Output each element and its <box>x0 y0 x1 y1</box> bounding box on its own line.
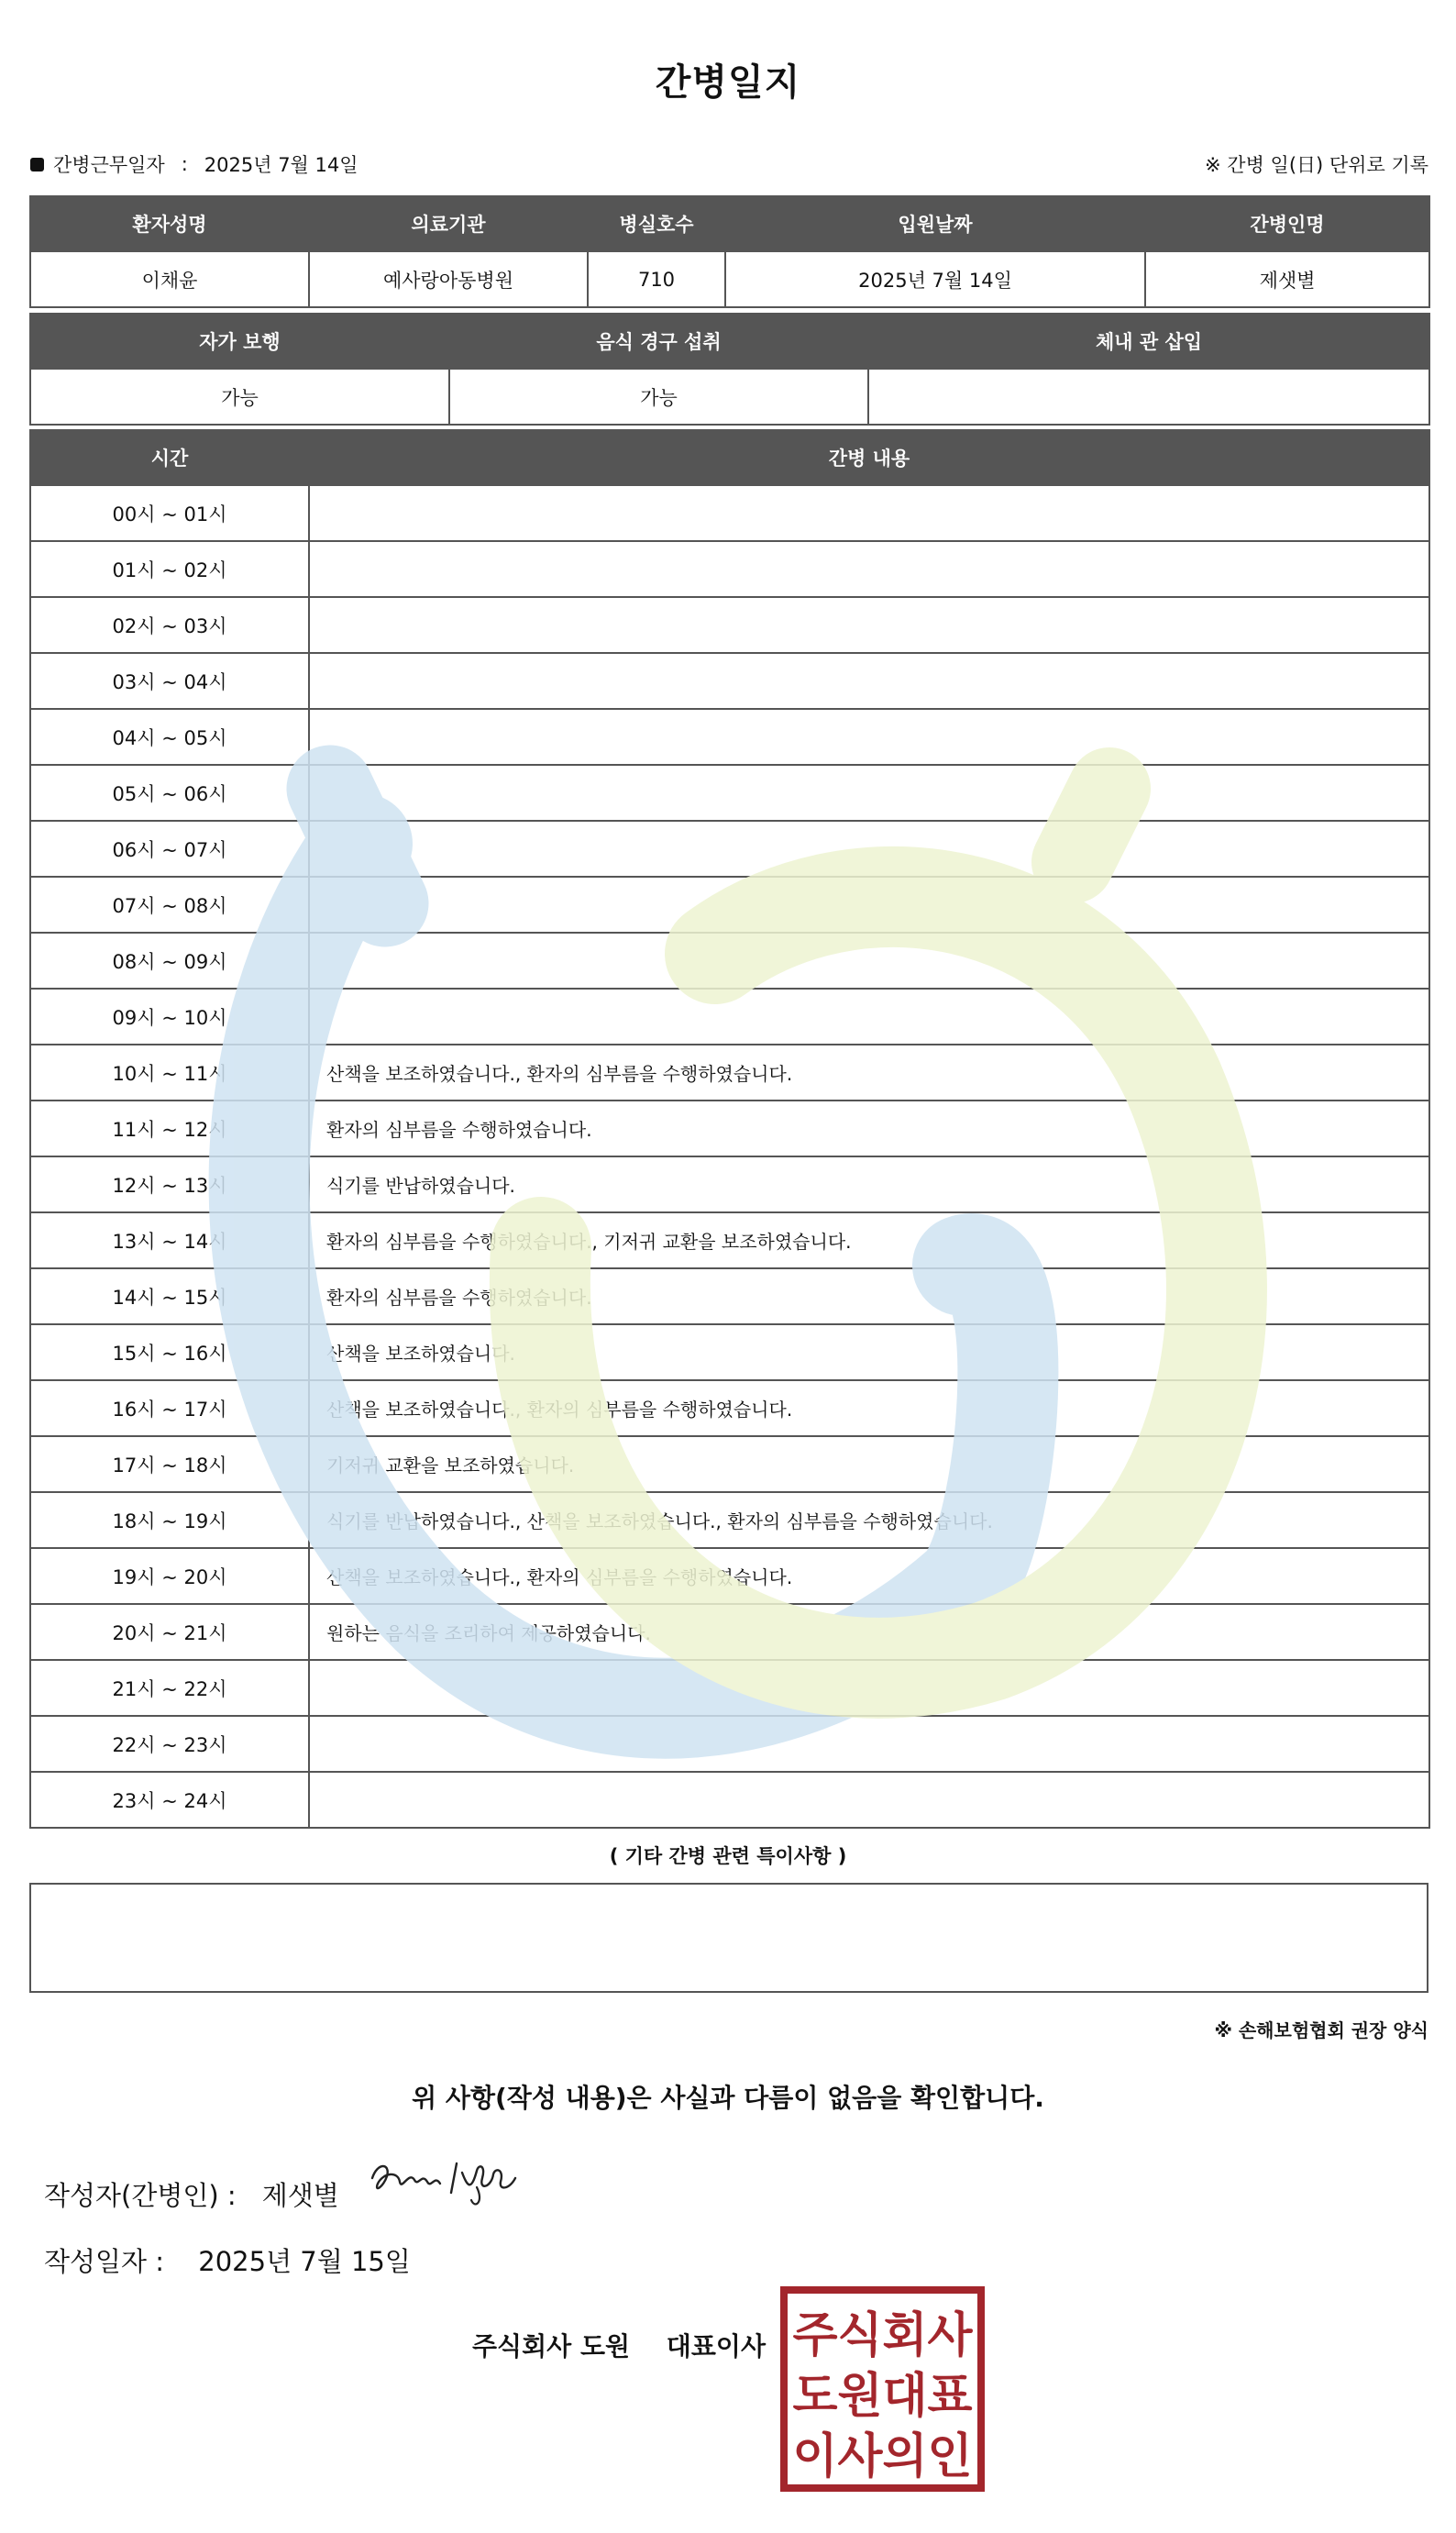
care-log-content: 원하는 음식을 조리하여 제공하였습니다. <box>309 1604 1429 1660</box>
header-room-number: 병실호수 <box>588 196 725 251</box>
form-source-note: ※ 손해보험협회 권장 양식 <box>1214 2019 1428 2041</box>
care-log-row <box>30 1156 1429 1212</box>
care-log-row <box>30 1324 1429 1380</box>
care-log-time: 05시 ~ 06시 <box>30 765 309 821</box>
company-name: 주식회사 도원 <box>472 2331 631 2362</box>
care-log-time: 00시 ~ 01시 <box>30 485 309 541</box>
work-date-label: 간병근무일자 <box>53 154 165 176</box>
written-date-line <box>44 2241 411 2279</box>
care-log-header-row <box>30 430 1429 485</box>
care-log-row <box>30 989 1429 1045</box>
company-seal-stamp <box>779 2285 986 2493</box>
care-log-table <box>29 429 1430 1829</box>
header-caregiver-name: 간병인명 <box>1145 196 1429 251</box>
care-log-time: 02시 ~ 03시 <box>30 597 309 653</box>
patient-info-value-row <box>30 251 1429 307</box>
care-log-row <box>30 1604 1429 1660</box>
special-notes-box <box>29 1883 1428 1993</box>
care-log-content: 환자의 심부름을 수행하였습니다. <box>309 1268 1429 1324</box>
header-admission-date: 입원날짜 <box>725 196 1145 251</box>
care-log-row <box>30 1436 1429 1492</box>
care-log-row <box>30 1492 1429 1548</box>
special-notes-title: ( 기타 간병 관련 특이사항 ) <box>609 1845 847 1867</box>
header-tube-insertion: 체내 관 삽입 <box>868 314 1429 369</box>
care-log-content: 산책을 보조하였습니다., 환자의 심부름을 수행하였습니다. <box>309 1380 1429 1436</box>
written-date-label: 작성일자 : <box>44 2246 165 2277</box>
care-log-content: 기저귀 교환을 보조하였습니다. <box>309 1436 1429 1492</box>
company-line <box>472 2327 766 2363</box>
handwritten-signature <box>367 2151 532 2215</box>
care-log-content <box>309 1660 1429 1716</box>
tube-insertion-value <box>868 369 1429 425</box>
patient-name: 이채윤 <box>30 251 309 307</box>
header-patient-name: 환자성명 <box>30 196 309 251</box>
care-log-row <box>30 709 1429 765</box>
care-log-time: 14시 ~ 15시 <box>30 1268 309 1324</box>
care-log-content: 식기를 반납하였습니다. <box>309 1156 1429 1212</box>
care-log-time: 06시 ~ 07시 <box>30 821 309 877</box>
hospital-name: 예사랑아동병원 <box>309 251 588 307</box>
square-bullet-icon <box>30 158 44 171</box>
page-title: 간병일지 <box>655 61 801 104</box>
header-self-walking: 자가 보행 <box>30 314 449 369</box>
care-log-content <box>309 597 1429 653</box>
care-log-row <box>30 1045 1429 1101</box>
care-log-time: 15시 ~ 16시 <box>30 1324 309 1380</box>
seal-text-line: 도원대표 <box>792 2369 973 2424</box>
care-log-time: 17시 ~ 18시 <box>30 1436 309 1492</box>
care-log-row <box>30 1548 1429 1604</box>
care-log-time: 11시 ~ 12시 <box>30 1101 309 1156</box>
care-log-content <box>309 765 1429 821</box>
care-log-content: 산책을 보조하였습니다., 환자의 심부름을 수행하였습니다. <box>309 1548 1429 1604</box>
care-log-content <box>309 653 1429 709</box>
header-time: 시간 <box>30 430 309 485</box>
room-number: 710 <box>588 251 725 307</box>
care-log-time: 13시 ~ 14시 <box>30 1212 309 1268</box>
seal-text-line: 이사의인 <box>792 2429 973 2484</box>
care-log-content <box>309 709 1429 765</box>
work-date-line <box>30 150 358 178</box>
care-log-content <box>309 933 1429 989</box>
header-hospital: 의료기관 <box>309 196 588 251</box>
writer-label: 작성자(간병인) : <box>44 2180 237 2211</box>
care-log-row <box>30 541 1429 597</box>
care-log-time: 20시 ~ 21시 <box>30 1604 309 1660</box>
care-log-row <box>30 821 1429 877</box>
care-log-time: 03시 ~ 04시 <box>30 653 309 709</box>
patient-info-table <box>29 195 1430 308</box>
work-date-separator: : <box>181 153 188 175</box>
confirmation-statement: 위 사항(작성 내용)은 사실과 다름이 없음을 확인합니다. <box>412 2083 1044 2113</box>
writer-name: 제샛별 <box>261 2180 339 2211</box>
writer-line <box>44 2175 339 2213</box>
seal-text-line: 주식회사 <box>792 2308 974 2363</box>
care-log-content <box>309 541 1429 597</box>
care-log-content <box>309 821 1429 877</box>
care-log-row <box>30 1380 1429 1436</box>
care-log-time: 04시 ~ 05시 <box>30 709 309 765</box>
care-log-row <box>30 1212 1429 1268</box>
care-log-time: 19시 ~ 20시 <box>30 1548 309 1604</box>
daily-record-note: ※ 간병 일(日) 단위로 기록 <box>1205 154 1428 176</box>
patient-status-value-row <box>30 369 1429 425</box>
care-log-time: 01시 ~ 02시 <box>30 541 309 597</box>
ceo-title: 대표이사 <box>666 2331 766 2362</box>
care-log-time: 07시 ~ 08시 <box>30 877 309 933</box>
care-log-row <box>30 1101 1429 1156</box>
care-log-row <box>30 597 1429 653</box>
care-log-time: 10시 ~ 11시 <box>30 1045 309 1101</box>
care-log-row <box>30 653 1429 709</box>
care-log-time: 23시 ~ 24시 <box>30 1772 309 1828</box>
care-log-content: 환자의 심부름을 수행하였습니다. <box>309 1101 1429 1156</box>
care-log-time: 08시 ~ 09시 <box>30 933 309 989</box>
caregiver-name: 제샛별 <box>1145 251 1429 307</box>
care-log-row <box>30 1660 1429 1716</box>
header-care-content: 간병 내용 <box>309 430 1429 485</box>
care-log-row <box>30 1772 1429 1828</box>
care-log-content: 산책을 보조하였습니다. <box>309 1324 1429 1380</box>
care-log-row <box>30 485 1429 541</box>
care-log-row <box>30 1268 1429 1324</box>
care-log-content <box>309 1772 1429 1828</box>
care-log-content <box>309 989 1429 1045</box>
care-log-content: 환자의 심부름을 수행하였습니다., 기저귀 교환을 보조하였습니다. <box>309 1212 1429 1268</box>
care-log-time: 09시 ~ 10시 <box>30 989 309 1045</box>
care-log-content <box>309 1716 1429 1772</box>
care-log-row <box>30 765 1429 821</box>
work-date-value: 2025년 7월 14일 <box>204 154 358 176</box>
oral-intake-value: 가능 <box>449 369 868 425</box>
care-log-content: 식기를 반납하였습니다., 산책을 보조하였습니다., 환자의 심부름을 수행하였습니다. <box>309 1492 1429 1548</box>
care-log-content <box>309 485 1429 541</box>
care-log-time: 16시 ~ 17시 <box>30 1380 309 1436</box>
care-log-row <box>30 1716 1429 1772</box>
patient-status-header-row <box>30 314 1429 369</box>
care-log-row <box>30 933 1429 989</box>
care-log-time: 18시 ~ 19시 <box>30 1492 309 1548</box>
care-log-time: 21시 ~ 22시 <box>30 1660 309 1716</box>
header-oral-intake: 음식 경구 섭취 <box>449 314 868 369</box>
patient-info-header-row <box>30 196 1429 251</box>
care-log-time: 22시 ~ 23시 <box>30 1716 309 1772</box>
patient-status-table <box>29 313 1430 426</box>
written-date-value: 2025년 7월 15일 <box>198 2246 411 2277</box>
care-log-row <box>30 877 1429 933</box>
care-log-content <box>309 877 1429 933</box>
admission-date: 2025년 7월 14일 <box>725 251 1145 307</box>
care-log-time: 12시 ~ 13시 <box>30 1156 309 1212</box>
self-walking-value: 가능 <box>30 369 449 425</box>
care-log-content: 산책을 보조하였습니다., 환자의 심부름을 수행하였습니다. <box>309 1045 1429 1101</box>
